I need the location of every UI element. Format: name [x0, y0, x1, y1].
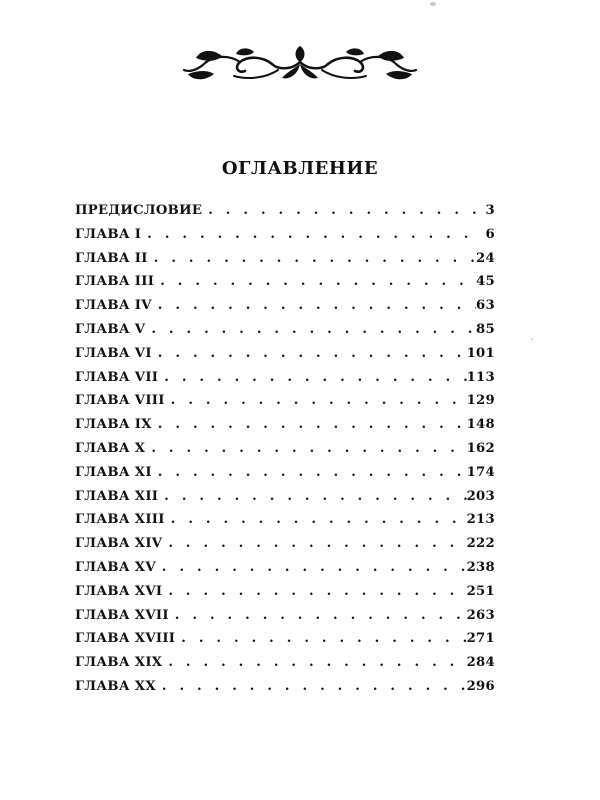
dot-leader [151, 322, 476, 337]
toc-entry[interactable] [75, 441, 495, 465]
table-of-contents [75, 203, 495, 703]
toc-entry[interactable] [75, 465, 495, 489]
toc-entry-page-number: 24 [476, 250, 495, 266]
dot-leader [158, 465, 467, 480]
dot-leader [168, 536, 466, 551]
dot-leader [154, 251, 476, 266]
toc-entry-label: ГЛАВА VI [75, 345, 152, 361]
toc-entry[interactable] [75, 679, 495, 703]
toc-entry[interactable] [75, 346, 495, 370]
toc-entry-label: ГЛАВА XV [75, 559, 156, 575]
dot-leader [162, 560, 467, 575]
toc-entry[interactable] [75, 512, 495, 536]
toc-entry-label: ГЛАВА XVII [75, 607, 169, 623]
toc-entry-label: ГЛАВА VIII [75, 393, 165, 409]
toc-entry-page-number: 296 [466, 678, 495, 694]
toc-entry[interactable] [75, 584, 495, 608]
toc-entry-label: ГЛАВА XVIII [75, 631, 176, 647]
dot-leader [164, 489, 466, 504]
toc-entry[interactable] [75, 251, 495, 275]
toc-entry-page-number: 213 [466, 512, 495, 528]
toc-entry-page-number: 101 [466, 345, 495, 361]
toc-entry[interactable] [75, 560, 495, 584]
toc-entry-page-number: 148 [466, 417, 495, 433]
toc-entry-label: ГЛАВА XVI [75, 583, 163, 599]
toc-entry[interactable] [75, 298, 495, 322]
toc-entry-label: ПРЕДИСЛОВИЕ [75, 203, 203, 218]
dot-leader [158, 346, 467, 361]
dot-leader [151, 441, 466, 456]
dot-leader [162, 679, 467, 694]
toc-entry[interactable] [75, 227, 495, 251]
page-title: ОГЛАВЛЕНИЕ [221, 158, 379, 179]
toc-entry-label: ГЛАВА XIII [75, 512, 165, 528]
toc-entry-label: ГЛАВА XI [75, 464, 152, 480]
toc-entry-label: ГЛАВА I [75, 226, 142, 242]
dot-leader [208, 203, 483, 218]
toc-entry-page-number: 222 [466, 536, 495, 552]
floral-divider-icon [182, 40, 418, 88]
scan-speck [531, 338, 533, 340]
toc-entry-page-number: 263 [466, 607, 495, 623]
toc-entry-label: ГЛАВА XII [75, 488, 159, 504]
toc-entry-label: ГЛАВА II [75, 250, 148, 266]
toc-entry[interactable] [75, 608, 495, 632]
toc-entry[interactable] [75, 203, 495, 227]
toc-entry-page-number: 271 [466, 631, 495, 647]
toc-entry[interactable] [75, 370, 495, 394]
toc-entry[interactable] [75, 417, 495, 441]
toc-entry-label: ГЛАВА IV [75, 298, 152, 314]
toc-entry[interactable] [75, 322, 495, 346]
toc-entry-label: ГЛАВА VII [75, 369, 159, 385]
dot-leader [171, 393, 467, 408]
dot-leader [181, 631, 466, 646]
toc-entry-label: ГЛАВА X [75, 440, 146, 456]
toc-entry-label: ГЛАВА III [75, 274, 155, 290]
toc-entry-label: ГЛАВА IX [75, 417, 152, 433]
toc-entry-label: ГЛАВА XIV [75, 536, 163, 552]
dot-leader [158, 298, 476, 313]
dot-leader [168, 584, 466, 599]
toc-entry-label: ГЛАВА XIX [75, 655, 163, 671]
dot-leader [164, 370, 466, 385]
toc-entry-page-number: 113 [466, 369, 495, 385]
toc-entry[interactable] [75, 655, 495, 679]
toc-entry-page-number: 85 [476, 321, 495, 337]
dot-leader [160, 274, 476, 289]
toc-entry-page-number: 251 [466, 583, 495, 599]
dot-leader [147, 227, 480, 242]
toc-entry-page-number: 162 [466, 440, 495, 456]
toc-entry-page-number: 238 [466, 559, 495, 575]
dot-leader [158, 417, 467, 432]
toc-entry-label: ГЛАВА XX [75, 678, 156, 694]
toc-entry-page-number: 174 [466, 464, 495, 480]
toc-entry[interactable] [75, 393, 495, 417]
toc-entry-page-number: 3 [485, 203, 495, 218]
toc-entry-page-number: 203 [466, 488, 495, 504]
toc-entry[interactable] [75, 631, 495, 655]
dot-leader [175, 608, 467, 623]
dot-leader [168, 655, 466, 670]
toc-entry[interactable] [75, 536, 495, 560]
scan-speck [430, 2, 436, 6]
toc-entry[interactable] [75, 489, 495, 513]
toc-entry-page-number: 284 [466, 655, 495, 671]
toc-entry-page-number: 129 [466, 393, 495, 409]
dot-leader [171, 512, 467, 527]
toc-entry-page-number: 45 [476, 274, 495, 290]
toc-entry-page-number: 6 [485, 226, 495, 242]
toc-entry-label: ГЛАВА V [75, 321, 146, 337]
toc-entry[interactable] [75, 274, 495, 298]
toc-entry-page-number: 63 [476, 298, 495, 314]
